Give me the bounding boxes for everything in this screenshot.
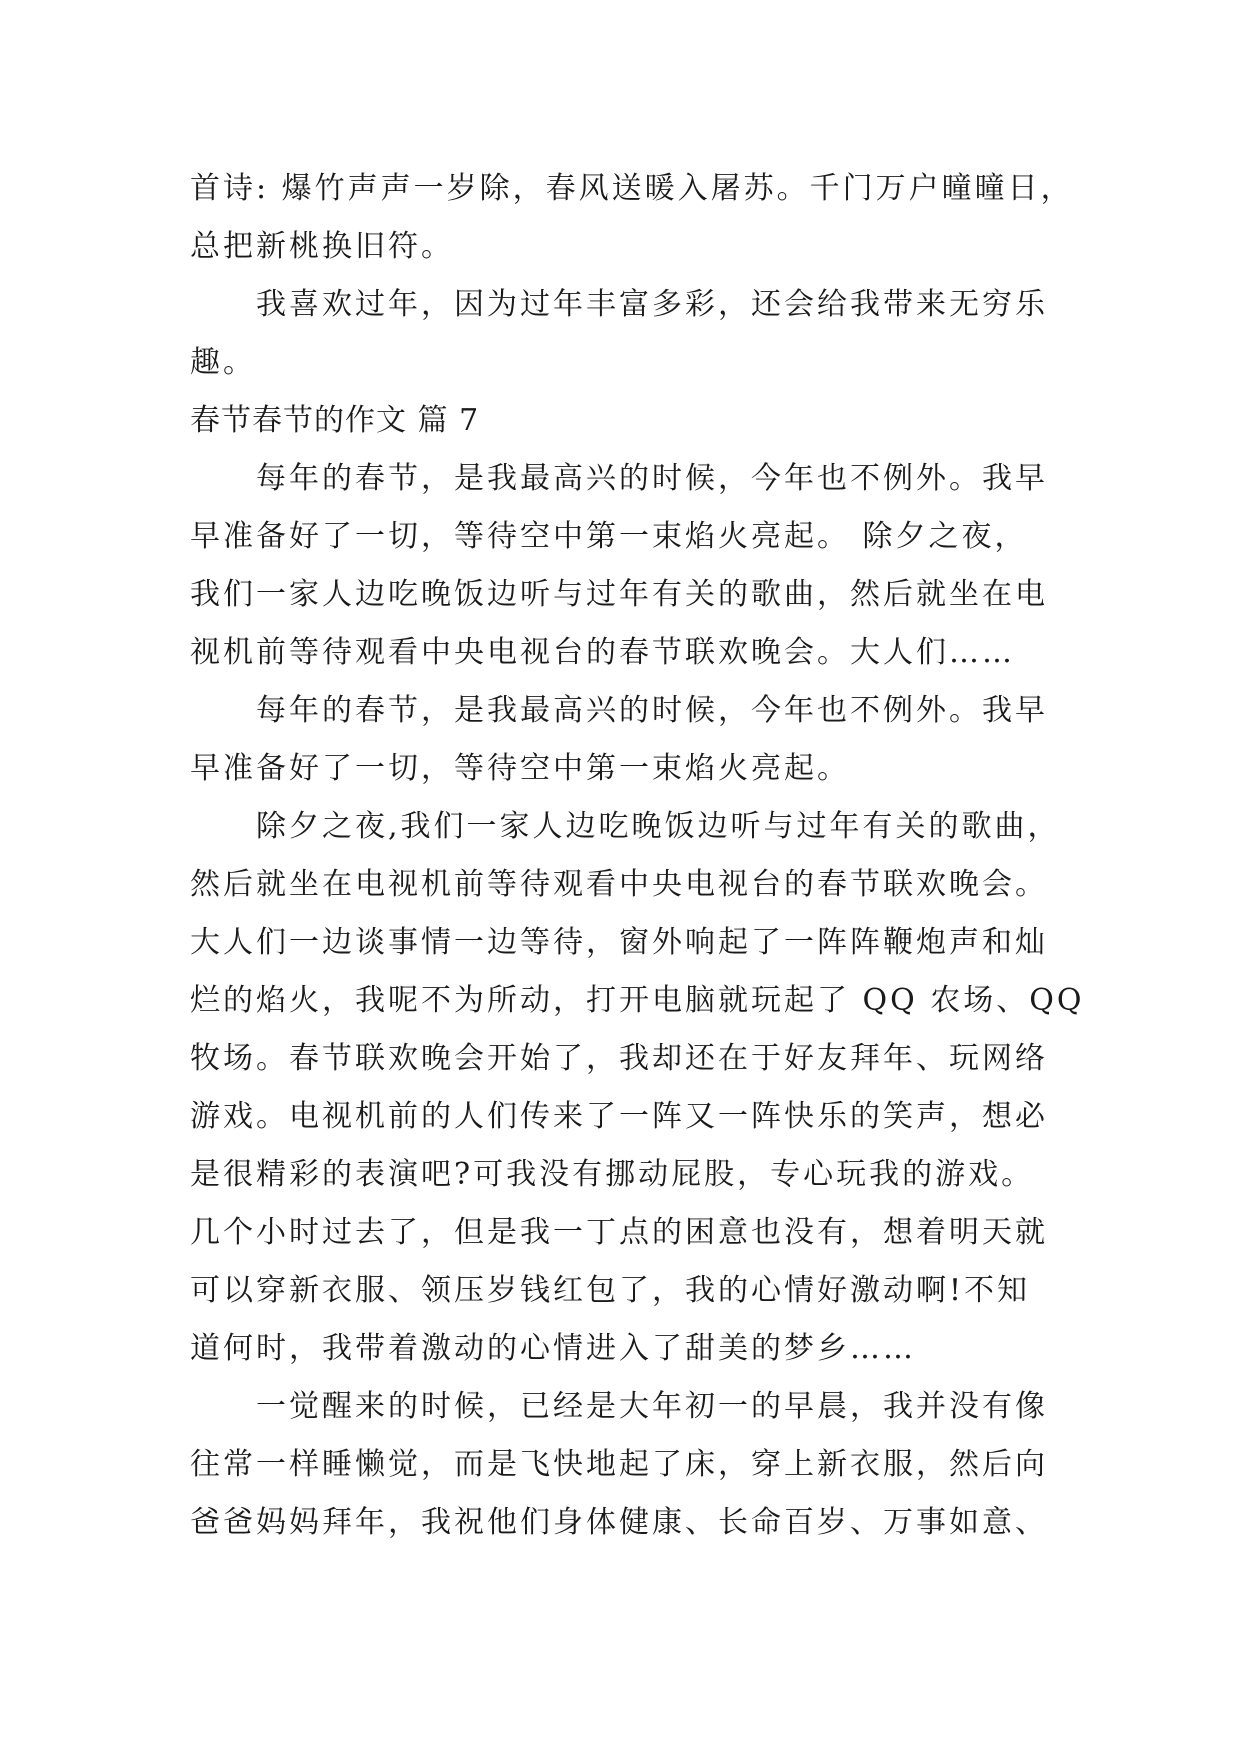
paragraph-line: 我们一家人边吃晚饭边听与过年有关的歌曲，然后就坐在电: [190, 577, 1048, 612]
paragraph-line: 大人们一边谈事情一边等待，窗外响起了一阵阵鞭炮声和灿: [190, 925, 1048, 960]
paragraph-line: 往常一样睡懒觉，而是飞快地起了床，穿上新衣服，然后向: [190, 1447, 1048, 1482]
paragraph-line: 几个小时过去了，但是我一丁点的困意也没有，想着明天就: [190, 1215, 1048, 1250]
paragraph-line: 牧场。春节联欢晚会开始了，我却还在于好友拜年、玩网络: [190, 1041, 1048, 1076]
section-heading: 春节春节的作文 篇 7: [190, 403, 480, 438]
paragraph-line: 是很精彩的表演吧?可我没有挪动屁股，专心玩我的游戏。: [190, 1157, 1035, 1192]
paragraph-line: 除夕之夜,我们一家人边吃晚饭边听与过年有关的歌曲，: [256, 809, 1061, 844]
paragraph-line: 我喜欢过年，因为过年丰富多彩，还会给我带来无穷乐: [256, 287, 1048, 322]
paragraph-line: 早准备好了一切，等待空中第一束焰火亮起。: [190, 751, 850, 786]
paragraph-line: 早准备好了一切，等待空中第一束焰火亮起。 除夕之夜，: [190, 519, 1028, 554]
paragraph-line: 烂的焰火，我呢不为所动，打开电脑就玩起了 QQ 农场、QQ: [190, 983, 1085, 1018]
paragraph-line: 趣。: [190, 345, 256, 380]
paragraph-line: 可以穿新衣服、领压岁钱红包了，我的心情好激动啊!不知: [190, 1273, 1031, 1308]
paragraph-line: 道何时，我带着激动的心情进入了甜美的梦乡……: [190, 1331, 916, 1366]
paragraph-line: 然后就坐在电视机前等待观看中央电视台的春节联欢晚会。: [190, 867, 1048, 902]
document-page: [190, 160, 1085, 1552]
poem-line-2: 总把新桃换旧符。: [190, 229, 454, 264]
poem-line-1: 首诗: 爆竹声声一岁除，春风送暖入屠苏。千门万户曈曈日，: [190, 171, 1074, 206]
paragraph-line: 每年的春节，是我最高兴的时候，今年也不例外。我早: [256, 693, 1048, 728]
paragraph-line: 游戏。电视机前的人们传来了一阵又一阵快乐的笑声，想必: [190, 1099, 1048, 1134]
paragraph-line: 每年的春节，是我最高兴的时候，今年也不例外。我早: [256, 461, 1048, 496]
paragraph-line: 视机前等待观看中央电视台的春节联欢晚会。大人们……: [190, 635, 1015, 670]
paragraph-line: 一觉醒来的时候，已经是大年初一的早晨，我并没有像: [256, 1389, 1048, 1424]
paragraph-line: 爸爸妈妈拜年，我祝他们身体健康、长命百岁、万事如意、: [190, 1505, 1048, 1540]
